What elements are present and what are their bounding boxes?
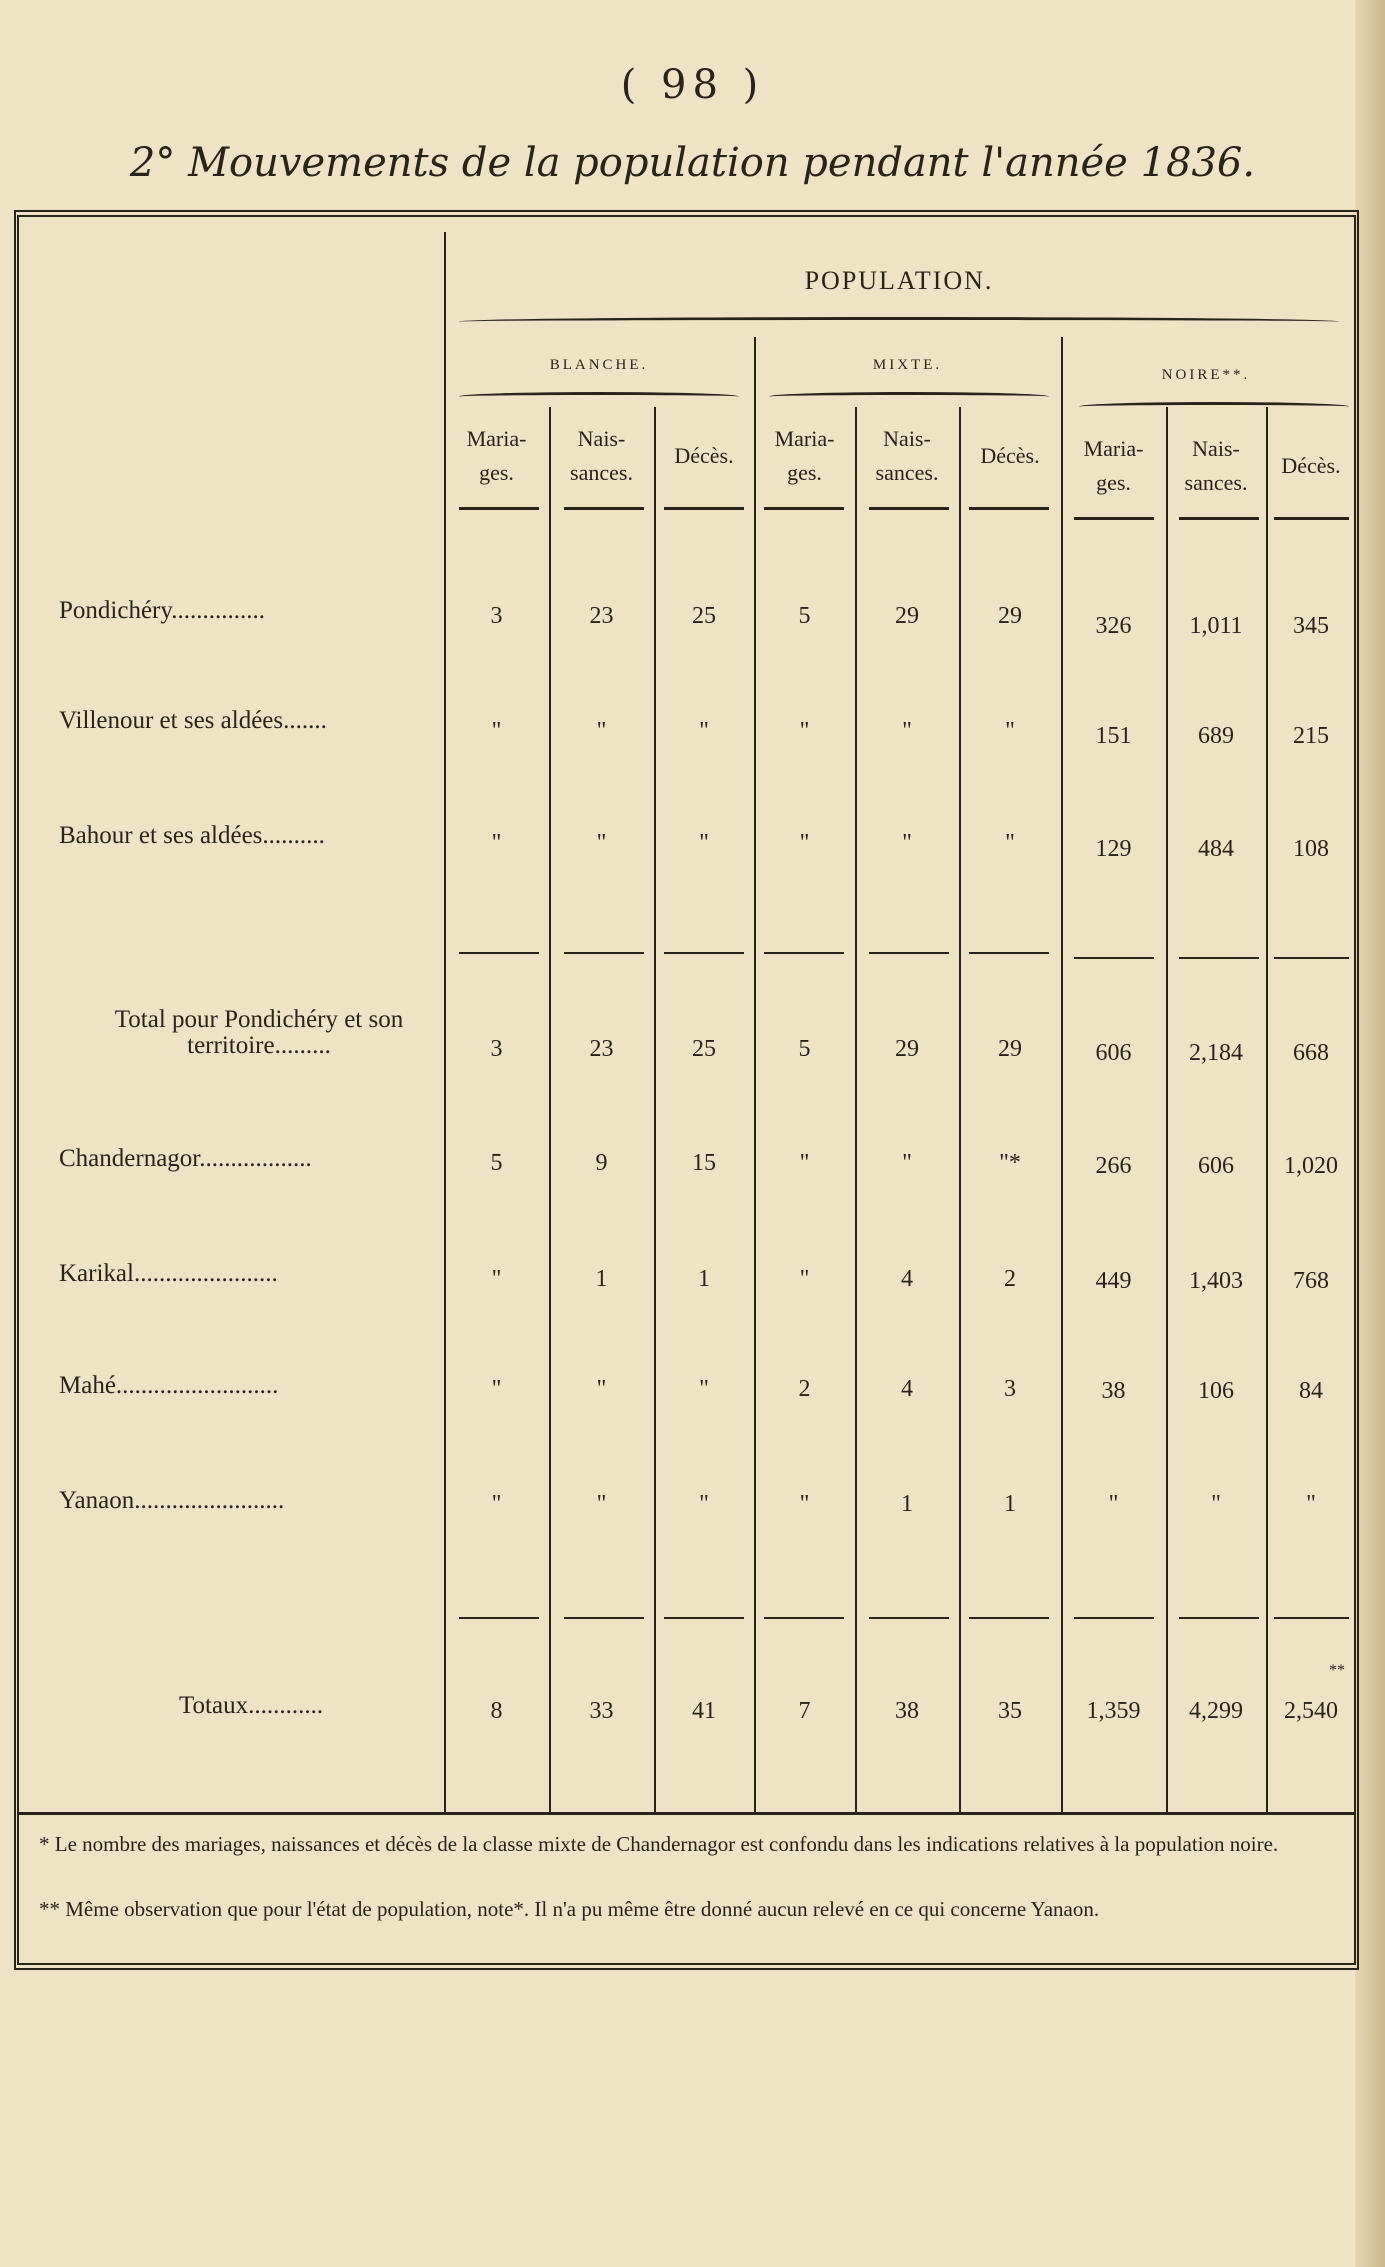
table-cell: 1,020 xyxy=(1284,1153,1338,1179)
row-label-chandernagor: Chandernagor.................. xyxy=(59,1145,312,1172)
table-cell: 9 xyxy=(595,1150,608,1176)
table-cell: " xyxy=(1005,830,1015,856)
table-cell: " xyxy=(596,1376,607,1402)
sum-rule xyxy=(969,1617,1049,1619)
header-underline xyxy=(664,507,744,510)
header-underline xyxy=(764,507,844,510)
row-label-villenour: Villenour et ses aldées....... xyxy=(59,707,327,734)
group-brace xyxy=(1079,402,1349,411)
table-cell: " xyxy=(902,718,912,744)
header-underline xyxy=(969,507,1049,510)
table-cell: 23 xyxy=(589,603,614,629)
totals-footnote-mark: ** xyxy=(1329,1662,1345,1679)
table-cell: " xyxy=(1108,1491,1119,1517)
table-cell: 1 xyxy=(1004,1491,1016,1517)
table-cell: 8 xyxy=(490,1698,503,1724)
table-cell: " xyxy=(799,1491,810,1517)
sum-rule xyxy=(459,952,539,954)
table-cell: 4 xyxy=(901,1376,913,1402)
row-label-yanaon: Yanaon........................ xyxy=(59,1487,285,1514)
table-cell: 4 xyxy=(901,1266,913,1292)
row-label-mahe: Mahé.......................... xyxy=(59,1372,279,1399)
table-cell: 1 xyxy=(698,1266,710,1292)
table-cell: 345 xyxy=(1293,613,1329,639)
column-header: Maria- ges. xyxy=(466,426,527,485)
table-cell: 29 xyxy=(998,1036,1022,1062)
footnote-2: ** Même observation que pour l'état de population, note*. Il n'a pu même être donné aucun relevé en ce qui concerne Yanaon. xyxy=(39,1897,1100,1921)
table-cell: 2,184 xyxy=(1189,1040,1243,1066)
table-cell: " xyxy=(491,1491,502,1517)
table-cell: " xyxy=(902,830,912,856)
sum-rule xyxy=(969,952,1049,954)
table-cell: " xyxy=(491,1376,502,1402)
table-cell: 689 xyxy=(1198,723,1234,749)
table-cell: 35 xyxy=(998,1698,1022,1724)
table-cell: 29 xyxy=(895,603,919,629)
table-cell: " xyxy=(596,718,607,744)
table-cell: 108 xyxy=(1293,836,1329,862)
page-number: ( 98 ) xyxy=(620,62,765,108)
sum-rule xyxy=(664,952,744,954)
table-cell: 7 xyxy=(798,1698,811,1724)
table-cell: 4,299 xyxy=(1189,1698,1243,1724)
column-header: Nais- sances. xyxy=(875,426,939,485)
sum-rule xyxy=(1179,1617,1259,1619)
table-cell: 1 xyxy=(595,1266,608,1292)
table-cell: " xyxy=(699,1376,709,1402)
sum-rule xyxy=(764,952,844,954)
header-underline xyxy=(564,507,644,510)
row-label-karikal: Karikal....................... xyxy=(59,1260,278,1287)
group-divider xyxy=(754,337,756,1812)
table-cell: 29 xyxy=(998,603,1022,629)
table-cell: 41 xyxy=(692,1698,716,1724)
page-edge xyxy=(1355,0,1385,2267)
table-cell: " xyxy=(491,1266,502,1292)
footnote-1: * Le nombre des mariages, naissances et décès de la classe mixte de Chandernagor est confondu dans les indications relatives à la population noire. xyxy=(39,1832,1279,1856)
row-label-bahour: Bahour et ses aldées.......... xyxy=(59,822,325,849)
table-cell: " xyxy=(699,830,709,856)
sum-rule xyxy=(564,1617,644,1619)
table-cell: 1,359 xyxy=(1086,1698,1141,1724)
table-cell: 38 xyxy=(895,1698,919,1724)
row-label-total-pondichery: Total pour Pondichéry et son territoire......... xyxy=(114,1007,404,1059)
table-cell: " xyxy=(799,1266,810,1292)
table-cell: 215 xyxy=(1293,723,1329,749)
group-brace xyxy=(769,392,1049,401)
table-cell: " xyxy=(1306,1491,1316,1517)
sum-rule xyxy=(459,1617,539,1619)
column-header: Nais- sances. xyxy=(1184,436,1248,495)
table-cell: 484 xyxy=(1198,836,1234,862)
table-cell: " xyxy=(699,718,709,744)
sum-rule xyxy=(1074,957,1154,959)
table-cell: 1,011 xyxy=(1189,613,1243,639)
table-cell: 1 xyxy=(901,1491,913,1517)
group-divider xyxy=(1061,337,1063,1812)
sum-rule xyxy=(1274,957,1349,959)
table-cell: " xyxy=(596,1491,607,1517)
table-cell: 2 xyxy=(1004,1266,1016,1292)
table-cell: " xyxy=(799,830,810,856)
table-cell: 33 xyxy=(589,1698,614,1724)
column-header: Maria- ges. xyxy=(774,426,835,485)
page-title: 2° Mouvements de la population pendant l'année 1836. xyxy=(129,140,1256,186)
header-underline xyxy=(869,507,949,510)
table-cell: 449 xyxy=(1095,1268,1132,1294)
table-cell: 5 xyxy=(798,603,811,629)
table-cell: 5 xyxy=(490,1150,503,1176)
row-label-pondichery: Pondichéry............... xyxy=(59,597,265,624)
sum-rule xyxy=(1274,1617,1349,1619)
population-header: POPULATION. xyxy=(804,266,994,295)
table-cell: 23 xyxy=(589,1036,614,1062)
table-cell: 38 xyxy=(1101,1378,1126,1404)
table-cell: 29 xyxy=(895,1036,919,1062)
table-cell: 106 xyxy=(1198,1378,1234,1404)
table-cell: 84 xyxy=(1299,1378,1323,1404)
column-header: Décès. xyxy=(674,443,734,468)
column-header: Décès. xyxy=(980,443,1040,468)
table-cell: 768 xyxy=(1293,1268,1329,1294)
group-label-noire: NOIRE**. xyxy=(1161,367,1251,383)
row-label-totaux: Totaux............ xyxy=(179,1692,324,1719)
sum-rule xyxy=(1074,1617,1154,1619)
column-header: Décès. xyxy=(1281,453,1341,478)
table-cell: " xyxy=(799,1150,810,1176)
sum-rule xyxy=(869,952,949,954)
header-brace xyxy=(459,317,1339,326)
sum-rule xyxy=(764,1617,844,1619)
sum-rule xyxy=(664,1617,744,1619)
table-cell: 129 xyxy=(1095,836,1132,862)
table-cell: 3 xyxy=(1004,1376,1016,1402)
column-header: Maria- ges. xyxy=(1083,436,1144,495)
header-underline xyxy=(459,507,539,510)
table-cell: 606 xyxy=(1095,1040,1132,1066)
table-cell: " xyxy=(491,718,502,744)
table-cell: 668 xyxy=(1293,1040,1329,1066)
table-cell: " xyxy=(596,830,607,856)
table-cell: " xyxy=(699,1491,709,1517)
table-cell: 3 xyxy=(490,603,503,629)
table-cell: 3 xyxy=(490,1036,503,1062)
table-cell: 606 xyxy=(1198,1153,1234,1179)
group-label-blanche: BLANCHE. xyxy=(549,357,649,373)
table-cell: " xyxy=(902,1150,912,1176)
table-cell: 25 xyxy=(692,1036,716,1062)
column-header: Nais- sances. xyxy=(570,426,633,485)
table-cell: " xyxy=(799,718,810,744)
sum-rule xyxy=(564,952,644,954)
table-cell: 25 xyxy=(692,603,716,629)
notes-divider xyxy=(19,1812,1354,1815)
population-table xyxy=(14,210,1359,1970)
table-cell: 2 xyxy=(798,1376,811,1402)
table-cell: 151 xyxy=(1095,723,1132,749)
sum-rule xyxy=(1179,957,1259,959)
header-underline xyxy=(1074,517,1154,520)
table-cell: 5 xyxy=(798,1036,811,1062)
table-cell: 266 xyxy=(1095,1153,1132,1179)
group-label-mixte: MIXTE. xyxy=(872,357,943,373)
table-cell: " xyxy=(491,830,502,856)
table-cell: " xyxy=(1005,718,1015,744)
table-cell: " xyxy=(1211,1491,1221,1517)
table-cell: 15 xyxy=(692,1150,716,1176)
table-cell: 326 xyxy=(1095,613,1132,639)
header-underline xyxy=(1179,517,1259,520)
sum-rule xyxy=(869,1617,949,1619)
group-brace xyxy=(459,392,739,401)
header-underline xyxy=(1274,517,1349,520)
table-cell: 2,540 xyxy=(1284,1698,1338,1724)
table-cell: "* xyxy=(999,1150,1021,1176)
table-cell: 1,403 xyxy=(1189,1268,1243,1294)
